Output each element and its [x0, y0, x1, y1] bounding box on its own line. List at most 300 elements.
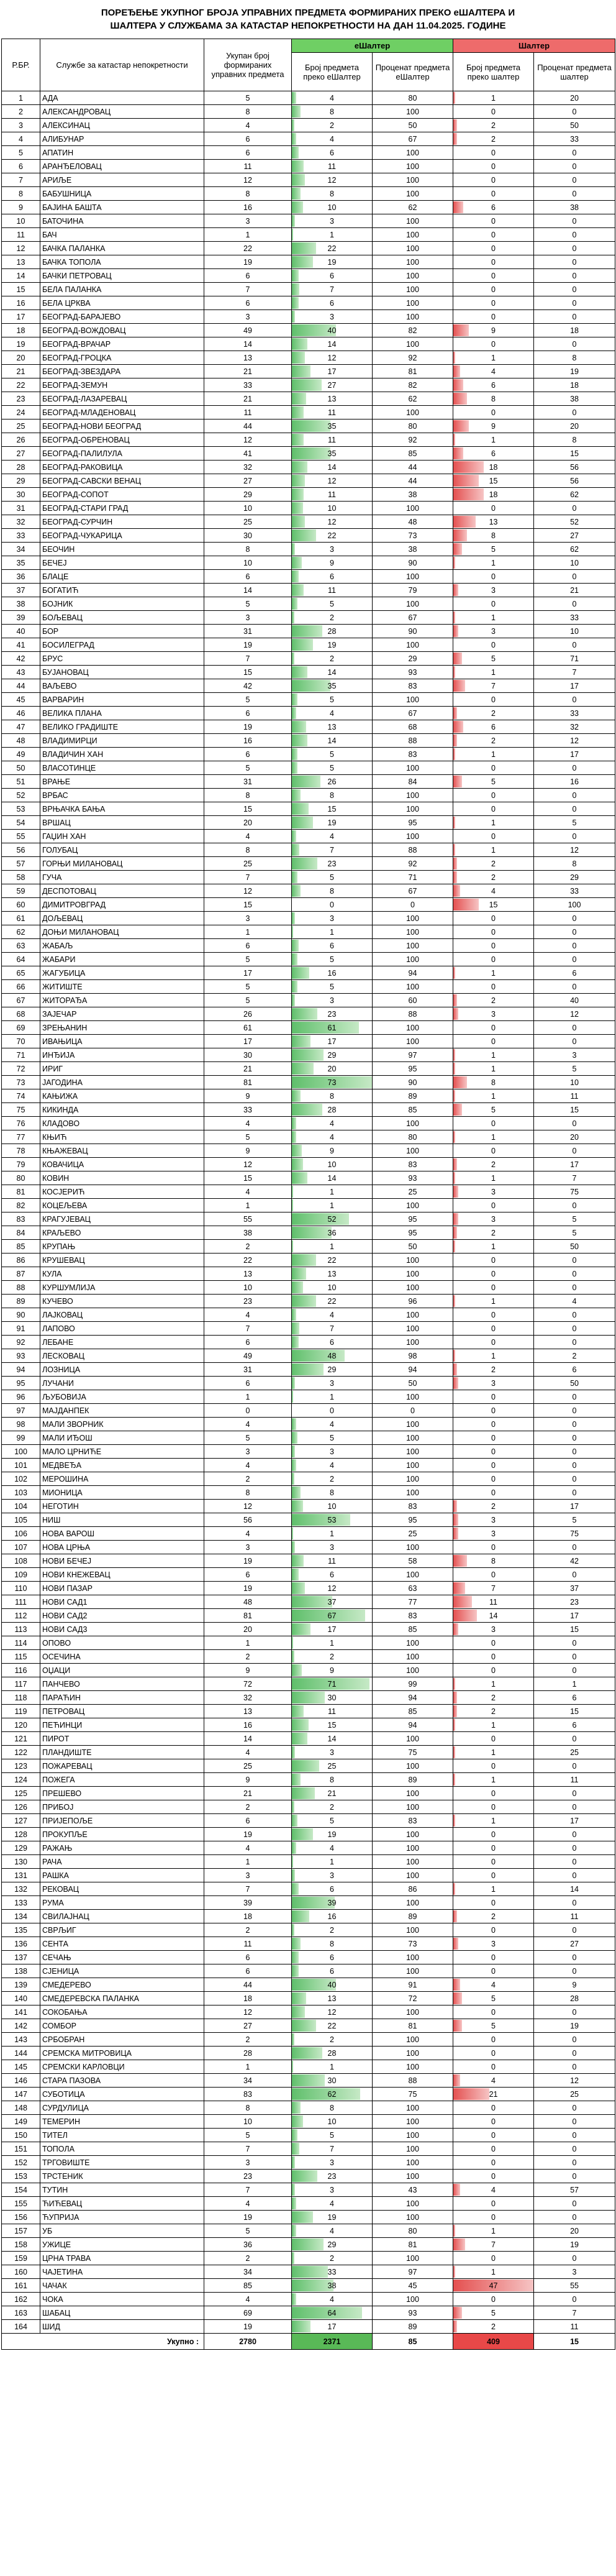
total-count: 19	[204, 2320, 292, 2334]
e-count-value: 1	[330, 1529, 334, 1538]
e-count	[292, 1746, 373, 1759]
e-percent: 100	[373, 242, 453, 255]
e-count-value: 1	[330, 927, 334, 937]
e-count-value: 5	[330, 982, 334, 991]
e-percent: 100	[373, 310, 453, 324]
service-name: БАТОЧИНА	[40, 214, 204, 228]
e-count-value: 38	[327, 2281, 337, 2290]
s-percent: 17	[534, 1500, 615, 1513]
s-count-value: 4	[491, 1980, 496, 1989]
service-name: ЧОКА	[40, 2293, 204, 2306]
e-count-value: 28	[327, 2048, 337, 2058]
e-percent: 100	[373, 214, 453, 228]
table-row	[2, 1404, 615, 1418]
e-count-bar	[292, 1104, 322, 1116]
s-percent: 12	[534, 734, 615, 748]
row-number: 117	[2, 1677, 40, 1691]
service-name: ДЕСПОТОВАЦ	[40, 884, 204, 898]
service-name: ЧАЈЕТИНА	[40, 2265, 204, 2279]
s-count-value: 0	[491, 162, 496, 171]
row-number: 4	[2, 132, 40, 146]
e-count	[292, 2265, 373, 2279]
s-percent: 20	[534, 2224, 615, 2238]
service-name: ВЛАСОТИНЦЕ	[40, 761, 204, 775]
table-row	[2, 1746, 615, 1759]
s-percent: 0	[534, 2252, 615, 2265]
e-count-bar	[292, 1377, 295, 1389]
s-count-value: 1	[491, 93, 496, 103]
s-count-value: 8	[491, 531, 496, 540]
total-count: 3	[204, 1445, 292, 1459]
s-percent: 12	[534, 843, 615, 857]
table-row	[2, 378, 615, 392]
s-count-bar	[453, 434, 455, 446]
total-count: 44	[204, 419, 292, 433]
s-count	[453, 1240, 534, 1254]
e-percent: 83	[373, 679, 453, 693]
s-count-bar	[453, 1719, 455, 1731]
s-count-value: 5	[491, 1105, 496, 1114]
total-count: 61	[204, 1021, 292, 1035]
table-row	[2, 884, 615, 898]
table-row	[2, 2142, 615, 2156]
row-number: 75	[2, 1103, 40, 1117]
total-count: 81	[204, 1076, 292, 1089]
table-row	[2, 1732, 615, 1746]
e-count-value: 9	[330, 1146, 334, 1155]
service-name: ТУТИН	[40, 2183, 204, 2197]
service-name: БЕОГРАД-ЧУКАРИЦА	[40, 529, 204, 543]
s-count-value: 0	[491, 189, 496, 198]
row-number: 15	[2, 283, 40, 296]
e-count	[292, 502, 373, 515]
s-count-value: 0	[491, 312, 496, 321]
row-number: 99	[2, 1431, 40, 1445]
total-count: 31	[204, 625, 292, 638]
e-count	[292, 1937, 373, 1951]
service-name: БАЧ	[40, 228, 204, 242]
e-count	[292, 2033, 373, 2047]
service-name: СРБОБРАН	[40, 2033, 204, 2047]
e-count-value: 22	[327, 1255, 337, 1265]
table-row	[2, 2170, 615, 2183]
e-count-value: 64	[327, 2308, 337, 2317]
table-row	[2, 2279, 615, 2293]
e-percent: 95	[373, 816, 453, 830]
row-number: 104	[2, 1500, 40, 1513]
e-count-bar	[292, 1541, 295, 1553]
s-percent: 14	[534, 1882, 615, 1896]
s-count-bar	[453, 1158, 456, 1170]
e-count-value: 16	[327, 968, 337, 978]
e-count-bar	[292, 830, 296, 842]
e-count-value: 9	[330, 1666, 334, 1675]
s-percent: 37	[534, 1582, 615, 1595]
e-count-value: 39	[327, 1898, 337, 1907]
s-count	[453, 1103, 534, 1117]
total-count: 3	[204, 611, 292, 625]
service-name: СЈЕНИЦА	[40, 1964, 204, 1978]
row-number: 108	[2, 1554, 40, 1568]
e-count	[292, 584, 373, 597]
e-count-value: 7	[330, 285, 334, 294]
total-count: 14	[204, 337, 292, 351]
e-count	[292, 1445, 373, 1459]
service-name: КОЦЕЉЕВА	[40, 1199, 204, 1212]
service-name: ПЛАНДИШТЕ	[40, 1746, 204, 1759]
service-name: ПРИЈЕПОЉЕ	[40, 1814, 204, 1828]
service-name: БАЧКИ ПЕТРОВАЦ	[40, 269, 204, 283]
e-percent: 100	[373, 2156, 453, 2170]
s-count-bar	[453, 475, 479, 487]
s-percent: 10	[534, 556, 615, 570]
e-count	[292, 2142, 373, 2156]
e-count-bar	[292, 2006, 305, 2018]
s-count	[453, 1746, 534, 1759]
s-count-bar	[453, 133, 456, 145]
e-count-bar	[292, 1432, 297, 1444]
table-row	[2, 1691, 615, 1705]
s-percent: 0	[534, 789, 615, 802]
total-count: 8	[204, 843, 292, 857]
e-count	[292, 1636, 373, 1650]
s-count-value: 0	[491, 1146, 496, 1155]
s-count-value: 0	[491, 1652, 496, 1661]
table-row	[2, 652, 615, 666]
e-count-bar	[292, 1774, 301, 1785]
s-count-value: 0	[491, 2144, 496, 2153]
s-count-value: 0	[491, 1488, 496, 1497]
s-percent: 0	[534, 214, 615, 228]
total-count: 2	[204, 1800, 292, 1814]
table-row	[2, 296, 615, 310]
s-count-value: 0	[491, 1871, 496, 1880]
s-count-value: 7	[491, 681, 496, 690]
service-name: ВЕЛИКО ГРАДИШТЕ	[40, 720, 204, 734]
row-number: 131	[2, 1869, 40, 1882]
e-count	[292, 830, 373, 843]
table-row	[2, 1308, 615, 1322]
table-row	[2, 1609, 615, 1623]
service-name: БОСИЛЕГРАД	[40, 638, 204, 652]
e-percent: 100	[373, 173, 453, 187]
s-percent: 62	[534, 543, 615, 556]
e-count-bar	[292, 625, 322, 637]
row-number: 111	[2, 1595, 40, 1609]
e-count-value: 12	[327, 175, 337, 185]
total-count: 4	[204, 1308, 292, 1322]
e-count-value: 3	[330, 1378, 334, 1388]
e-count	[292, 378, 373, 392]
e-count	[292, 1705, 373, 1718]
e-count-bar	[292, 283, 299, 295]
service-name: БЕОГРАД-БАРАЈЕВО	[40, 310, 204, 324]
table-row	[2, 693, 615, 707]
s-count	[453, 775, 534, 789]
s-count	[453, 105, 534, 119]
row-number: 53	[2, 802, 40, 816]
e-count	[292, 925, 373, 939]
table-row	[2, 679, 615, 693]
e-count-value: 10	[327, 503, 337, 513]
e-count	[292, 1048, 373, 1062]
s-count	[453, 925, 534, 939]
s-percent: 0	[534, 1144, 615, 1158]
s-count-bar	[453, 1678, 455, 1690]
total-count: 5	[204, 1130, 292, 1144]
table-row	[2, 1759, 615, 1773]
service-name: КРУПАЊ	[40, 1240, 204, 1254]
s-percent: 62	[534, 488, 615, 502]
row-number: 152	[2, 2156, 40, 2170]
e-percent: 81	[373, 2019, 453, 2033]
s-count-value: 0	[491, 2103, 496, 2112]
s-count-value: 1	[491, 1775, 496, 1784]
table-row	[2, 1964, 615, 1978]
e-percent: 100	[373, 1336, 453, 1349]
e-count-value: 14	[327, 462, 337, 472]
table-row	[2, 625, 615, 638]
e-count-bar	[292, 1951, 299, 1963]
s-count	[453, 1390, 534, 1404]
table-row	[2, 1623, 615, 1636]
e-count	[292, 1459, 373, 1472]
e-percent: 95	[373, 1226, 453, 1240]
e-count	[292, 1117, 373, 1130]
s-count-bar	[453, 379, 463, 391]
row-number: 46	[2, 707, 40, 720]
s-percent: 7	[534, 2306, 615, 2320]
service-name: ЗРЕЊАНИН	[40, 1021, 204, 1035]
e-count-value: 17	[327, 367, 337, 376]
s-percent: 71	[534, 652, 615, 666]
e-count-bar	[292, 106, 301, 117]
s-percent: 17	[534, 748, 615, 761]
s-count	[453, 1089, 534, 1103]
e-count	[292, 966, 373, 980]
e-count-value: 6	[330, 1570, 334, 1579]
table-row	[2, 871, 615, 884]
s-count-value: 0	[491, 1392, 496, 1401]
s-count	[453, 119, 534, 132]
total-count: 19	[204, 1828, 292, 1841]
e-count-bar	[292, 2143, 299, 2155]
table-row	[2, 1103, 615, 1117]
table-row	[2, 994, 615, 1007]
e-percent: 83	[373, 748, 453, 761]
e-count-value: 7	[330, 1324, 334, 1333]
s-count	[453, 1992, 534, 2005]
e-count	[292, 351, 373, 365]
service-name: ПЕТРОВАЦ	[40, 1705, 204, 1718]
total-count: 5	[204, 761, 292, 775]
s-count	[453, 1486, 534, 1500]
e-percent: 89	[373, 1910, 453, 1923]
header-total: Укупан број формираних управних предмета	[204, 39, 292, 91]
e-count-value: 25	[327, 1761, 337, 1771]
e-percent: 100	[373, 1759, 453, 1773]
s-count-value: 1	[491, 845, 496, 855]
total-count: 7	[204, 1882, 292, 1896]
e-count	[292, 91, 373, 105]
e-count	[292, 132, 373, 146]
e-percent: 100	[373, 146, 453, 160]
s-count	[453, 912, 534, 925]
s-count-value: 2	[491, 708, 496, 718]
s-count	[453, 1582, 534, 1595]
s-count-value: 0	[491, 107, 496, 116]
s-count	[453, 953, 534, 966]
e-count-value: 1	[330, 1392, 334, 1401]
e-count	[292, 1664, 373, 1677]
e-percent: 100	[373, 953, 453, 966]
e-count-bar	[292, 2047, 322, 2059]
e-count-value: 10	[327, 1501, 337, 1511]
total-count: 20	[204, 816, 292, 830]
e-count	[292, 2183, 373, 2197]
e-count	[292, 884, 373, 898]
s-count-value: 0	[491, 2294, 496, 2304]
e-percent: 95	[373, 1513, 453, 1527]
header-service: Службе за катастар непокретности	[40, 39, 204, 91]
service-name: ЖАБАЉ	[40, 939, 204, 953]
e-count	[292, 2238, 373, 2252]
table-row	[2, 1336, 615, 1349]
s-count-bar	[453, 2184, 460, 2196]
service-name: БЕОГРАД-МЛАДЕНОВАЦ	[40, 406, 204, 419]
e-percent: 80	[373, 1130, 453, 1144]
s-count-value: 2	[491, 859, 496, 868]
total-count: 6	[204, 707, 292, 720]
e-count-value: 6	[330, 1337, 334, 1347]
e-count-value: 4	[330, 1132, 334, 1142]
s-count-value: 0	[491, 1898, 496, 1907]
table-row	[2, 1486, 615, 1500]
table-row	[2, 1459, 615, 1472]
e-count-value: 12	[327, 476, 337, 485]
total-count: 25	[204, 515, 292, 529]
e-percent: 100	[373, 2142, 453, 2156]
s-percent: 0	[534, 1759, 615, 1773]
e-count-value: 36	[327, 1228, 337, 1237]
s-percent: 1	[534, 1677, 615, 1691]
s-percent: 0	[534, 228, 615, 242]
s-count-bar	[453, 1610, 477, 1621]
total-count: 3	[204, 310, 292, 324]
s-count	[453, 884, 534, 898]
s-count-bar	[453, 2088, 489, 2100]
e-count	[292, 1623, 373, 1636]
e-count	[292, 898, 373, 912]
e-percent: 75	[373, 1746, 453, 1759]
e-count	[292, 775, 373, 789]
row-number: 50	[2, 761, 40, 775]
e-count	[292, 1691, 373, 1705]
e-count-value: 23	[327, 1009, 337, 1019]
s-percent: 11	[534, 2320, 615, 2334]
e-count	[292, 406, 373, 419]
s-count-value: 0	[491, 1406, 496, 1415]
e-count	[292, 2101, 373, 2115]
total-count: 4	[204, 2293, 292, 2306]
e-percent: 100	[373, 1322, 453, 1336]
e-count-bar	[292, 2321, 310, 2332]
total-count: 8	[204, 187, 292, 201]
table-row	[2, 2224, 615, 2238]
s-percent: 9	[534, 1978, 615, 1992]
s-count	[453, 160, 534, 173]
total-count: 5	[204, 1431, 292, 1445]
row-number: 34	[2, 543, 40, 556]
s-count-value: 0	[491, 148, 496, 157]
s-count	[453, 652, 534, 666]
s-count-value: 3	[491, 1529, 496, 1538]
e-percent: 90	[373, 556, 453, 570]
e-count-value: 7	[330, 845, 334, 855]
s-count	[453, 529, 534, 543]
total-count: 25	[204, 857, 292, 871]
header-rb: Р.БР.	[2, 39, 40, 91]
service-name: СОМБОР	[40, 2019, 204, 2033]
e-count	[292, 1158, 373, 1171]
total-count: 7	[204, 283, 292, 296]
table-row	[2, 2047, 615, 2060]
e-count-bar	[292, 1596, 332, 1608]
s-count-bar	[453, 365, 460, 377]
s-count-bar	[453, 584, 458, 596]
table-row	[2, 433, 615, 447]
e-count-bar	[292, 776, 320, 787]
s-count-value: 0	[491, 2035, 496, 2044]
service-name: БАЧКА ПАЛАНКА	[40, 242, 204, 255]
s-count-value: 2	[491, 1707, 496, 1716]
total-count: 27	[204, 474, 292, 488]
service-name: БЕОЧИН	[40, 543, 204, 556]
table-row	[2, 1418, 615, 1431]
e-count-value: 6	[330, 148, 334, 157]
e-count-value: 0	[330, 900, 334, 909]
e-count	[292, 2005, 373, 2019]
s-count	[453, 666, 534, 679]
e-count-value: 11	[328, 408, 336, 417]
row-number: 89	[2, 1295, 40, 1308]
s-percent: 0	[534, 1855, 615, 1869]
total-count: 19	[204, 638, 292, 652]
e-count	[292, 1212, 373, 1226]
service-name: НОВИ САД2	[40, 1609, 204, 1623]
e-count	[292, 1923, 373, 1937]
e-count	[292, 392, 373, 406]
total-count: 49	[204, 1349, 292, 1363]
total-count: 4	[204, 119, 292, 132]
e-percent: 25	[373, 1185, 453, 1199]
s-percent: 0	[534, 1869, 615, 1882]
s-count	[453, 1295, 534, 1308]
e-percent: 85	[373, 1103, 453, 1117]
e-count-value: 3	[330, 312, 334, 321]
row-number: 72	[2, 1062, 40, 1076]
e-count	[292, 597, 373, 611]
e-count-value: 11	[328, 1556, 336, 1565]
s-percent: 0	[534, 1486, 615, 1500]
e-count	[292, 228, 373, 242]
s-count	[453, 1048, 534, 1062]
service-name: КЛАДОВО	[40, 1117, 204, 1130]
s-percent: 5	[534, 1212, 615, 1226]
row-number: 79	[2, 1158, 40, 1171]
row-number: 11	[2, 228, 40, 242]
service-name: АРАНЂЕЛОВАЦ	[40, 160, 204, 173]
